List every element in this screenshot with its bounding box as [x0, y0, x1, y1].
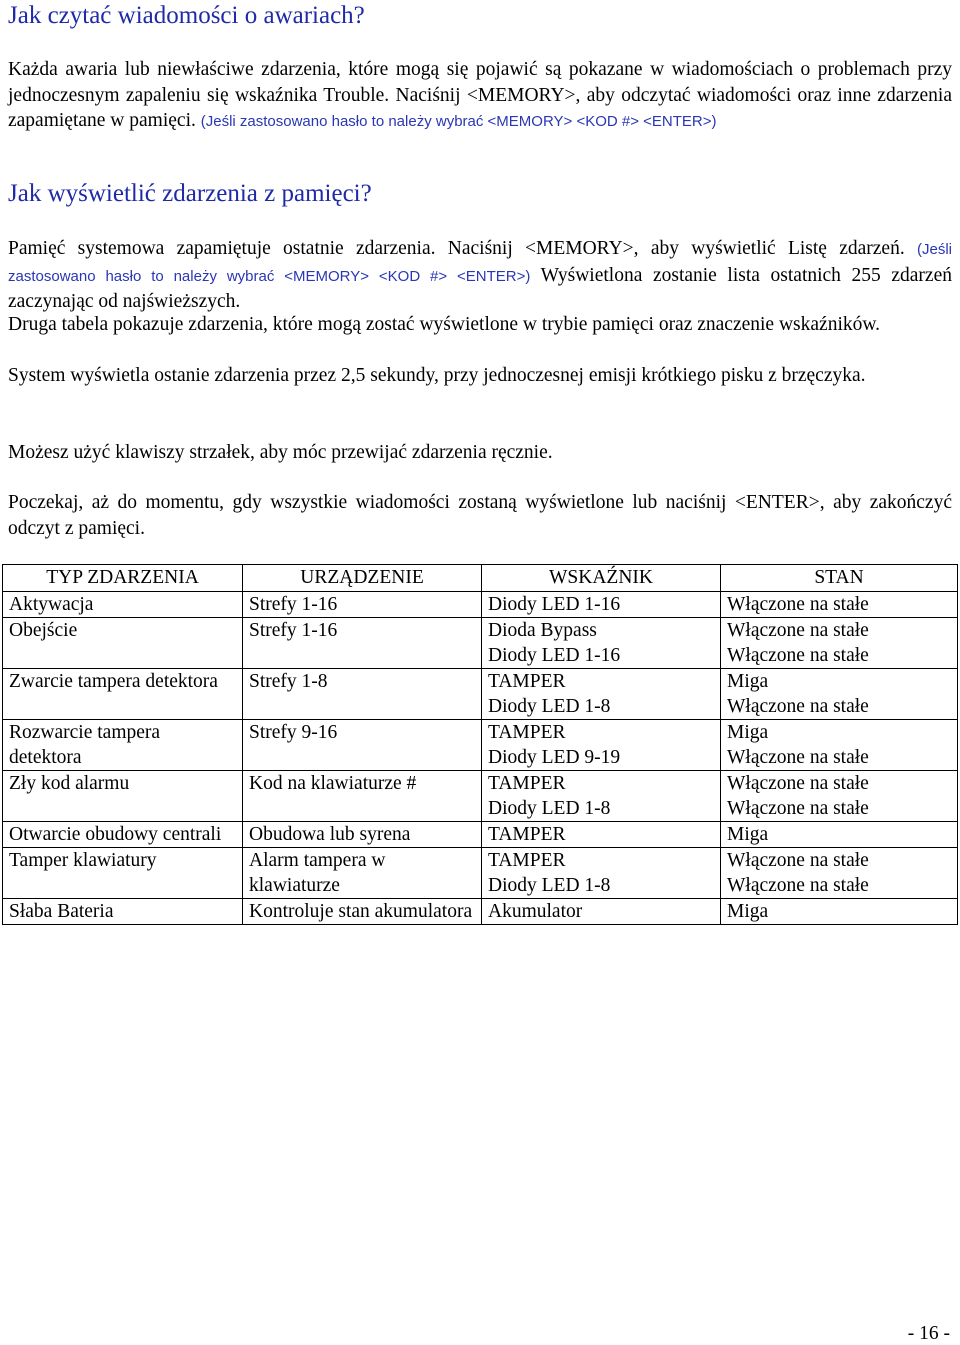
cell-urzadzenie: Strefy 1-16 — [243, 618, 482, 669]
cell-wskaznik-line: TAMPER — [488, 671, 566, 692]
cell-wskaznik-line: Dioda Bypass — [488, 620, 597, 641]
cell-typ-zdarzenia: Słaba Bateria — [3, 899, 243, 925]
pamiec-paragraph-2: Druga tabela pokazuje zdarzenia, które mogą zostać wyświetlone w trybie pamięci oraz znaczenie wskaźników. — [8, 314, 881, 335]
cell-stan — [721, 848, 958, 899]
cell-urzadzenie: Strefy 1-8 — [243, 669, 482, 720]
table-row — [3, 822, 958, 848]
cell-wskaznik-line: Diody LED 1-8 — [488, 696, 611, 717]
pamiec-paragraph-1 — [8, 236, 952, 315]
pamiec-paragraph-5: Poczekaj, aż do momentu, gdy wszystkie wiadomości zostaną wyświetlone lub naciśnij <ENTER>, aby zakończyć odczyt z pamięci. — [8, 492, 952, 539]
cell-wskaznik — [482, 720, 721, 771]
cell-stan-line: Miga — [727, 901, 769, 922]
pamiec-paragraph-3: System wyświetla ostanie zdarzenia przez 2,5 sekundy, przy jednoczesnej emisji krótkiego pisku z brzęczyka. — [8, 365, 866, 386]
cell-urzadzenie: Strefy 1-16 — [243, 592, 482, 618]
table-row — [3, 592, 958, 618]
cell-urzadzenie: Obudowa lub syrena — [243, 822, 482, 848]
cell-stan — [721, 592, 958, 618]
cell-wskaznik — [482, 592, 721, 618]
cell-wskaznik — [482, 669, 721, 720]
cell-stan — [721, 822, 958, 848]
cell-stan-line: Włączone na stałe — [727, 696, 869, 717]
cell-wskaznik — [482, 771, 721, 822]
cell-wskaznik-line: Diody LED 1-16 — [488, 645, 621, 666]
cell-wskaznik-line: Diody LED 1-8 — [488, 875, 611, 896]
cell-wskaznik — [482, 618, 721, 669]
cell-urzadzenie: Kod na klawiaturze # — [243, 771, 482, 822]
cell-stan-line: Włączone na stałe — [727, 620, 869, 641]
cell-stan-line: Włączone na stałe — [727, 645, 869, 666]
cell-stan-line: Włączone na stałe — [727, 773, 869, 794]
cell-wskaznik — [482, 822, 721, 848]
table-row — [3, 899, 958, 925]
cell-stan-line: Włączone na stałe — [727, 798, 869, 819]
cell-wskaznik-line: Akumulator — [488, 901, 583, 922]
cell-wskaznik-line: TAMPER — [488, 850, 566, 871]
cell-typ-zdarzenia: Aktywacja — [3, 592, 243, 618]
cell-stan-line: Miga — [727, 671, 769, 692]
cell-stan — [721, 899, 958, 925]
table-row — [3, 771, 958, 822]
pamiec-password-note: (Jeśli zastosowano hasło to należy wybrać <MEMORY> <KOD #> <ENTER>) — [8, 241, 952, 285]
cell-stan-line: Włączone na stałe — [727, 850, 869, 871]
cell-wskaznik-line: TAMPER — [488, 722, 566, 743]
cell-typ-zdarzenia: Zły kod alarmu — [3, 771, 243, 822]
cell-stan-line: Włączone na stałe — [727, 594, 869, 615]
cell-wskaznik — [482, 848, 721, 899]
awarie-password-note: (Jeśli zastosowano hasło to należy wybrać <MEMORY> <KOD #> <ENTER>) — [200, 113, 717, 130]
table-row — [3, 848, 958, 899]
cell-wskaznik-line: Diody LED 1-8 — [488, 798, 611, 819]
cell-stan — [721, 669, 958, 720]
cell-stan-line: Miga — [727, 722, 769, 743]
cell-typ-zdarzenia: Otwarcie obudowy centrali — [3, 822, 243, 848]
table-row — [3, 720, 958, 771]
section-heading-pamiec: Jak wyświetlić zdarzenia z pamięci? — [8, 180, 372, 207]
cell-wskaznik — [482, 899, 721, 925]
cell-stan — [721, 618, 958, 669]
cell-stan-line: Włączone na stałe — [727, 747, 869, 768]
cell-wskaznik-line: TAMPER — [488, 773, 566, 794]
header-urzadzenie: URZĄDZENIE — [243, 565, 482, 592]
cell-typ-zdarzenia: Tamper klawiatury — [3, 848, 243, 899]
pamiec-text-b: Wyświetlona zostanie lista ostatnich 255 zdarzeń zaczynając od najświeższych. — [8, 264, 952, 312]
cell-typ-zdarzenia: Zwarcie tampera detektora — [3, 669, 243, 720]
table-row — [3, 669, 958, 720]
header-wskaznik: WSKAŹNIK — [482, 565, 721, 592]
cell-wskaznik-line: Diody LED 9-19 — [488, 747, 621, 768]
pamiec-paragraph-4: Możesz użyć klawiszy strzałek, aby móc przewijać zdarzenia ręcznie. — [8, 442, 553, 463]
cell-typ-zdarzenia: Obejście — [3, 618, 243, 669]
cell-typ-zdarzenia: Rozwarcie tampera detektora — [3, 720, 243, 771]
cell-stan — [721, 720, 958, 771]
header-stan: STAN — [721, 565, 958, 592]
awarie-text: Każda awaria lub niewłaściwe zdarzenia, które mogą się pojawić są pokazane w wiadomościach o problemach przy jednoczesnym zapaleniu się wskaźnika Trouble. Naciśnij <MEMORY>, aby odczytać wiadomości oraz inne zdarzenia zapamiętane w pamięci. — [8, 59, 952, 131]
cell-urzadzenie: Kontroluje stan akumulatora — [243, 899, 482, 925]
cell-urzadzenie: Strefy 9-16 — [243, 720, 482, 771]
events-table — [2, 564, 958, 925]
cell-stan-line: Włączone na stałe — [727, 875, 869, 896]
events-table-body — [3, 592, 958, 925]
table-header-row — [3, 565, 958, 592]
pamiec-text-a: Pamięć systemowa zapamiętuje ostatnie zdarzenia. Naciśnij <MEMORY>, aby wyświetlić Listę zdarzeń. — [8, 238, 917, 259]
cell-wskaznik-line: TAMPER — [488, 824, 566, 845]
section-heading-awarie: Jak czytać wiadomości o awariach? — [8, 2, 365, 29]
cell-urzadzenie: Alarm tampera w klawiaturze — [243, 848, 482, 899]
table-row — [3, 618, 958, 669]
cell-stan — [721, 771, 958, 822]
awarie-paragraph — [8, 57, 952, 135]
page-number: - 16 - — [907, 1323, 950, 1344]
header-typ-zdarzenia: TYP ZDARZENIA — [3, 565, 243, 592]
cell-stan-line: Miga — [727, 824, 769, 845]
cell-wskaznik-line: Diody LED 1-16 — [488, 594, 621, 615]
